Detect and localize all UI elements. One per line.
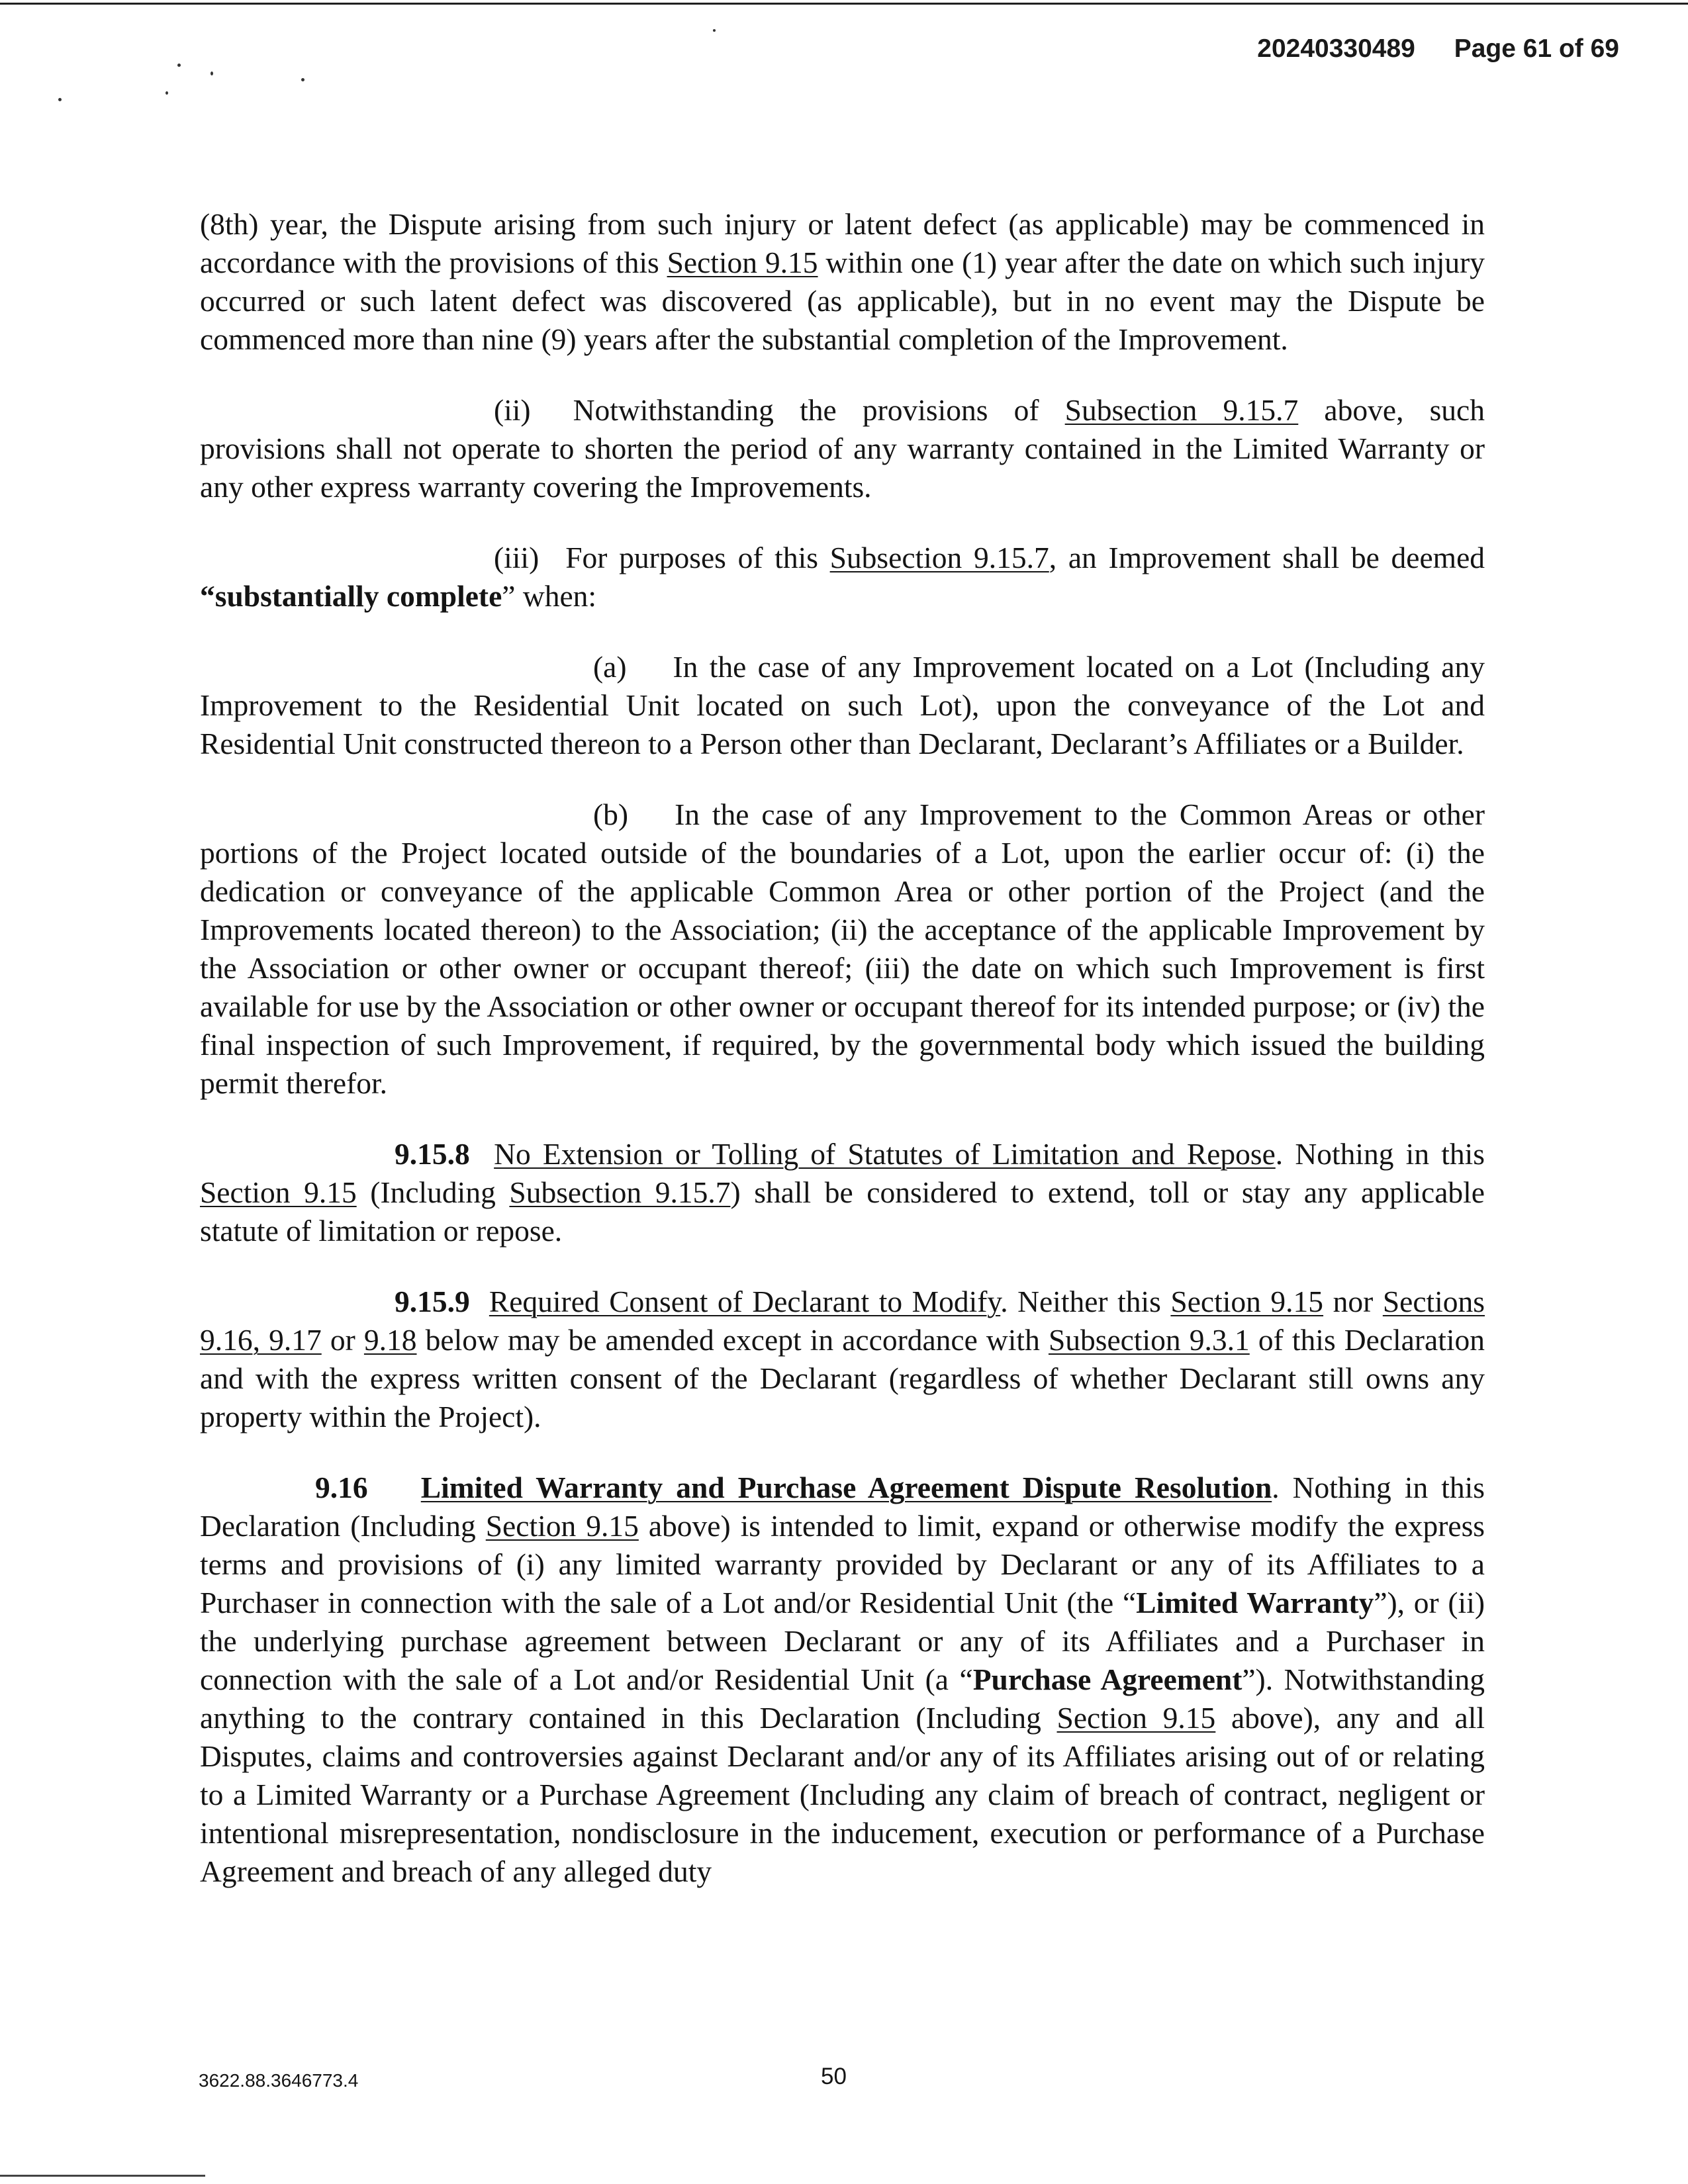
clause-b: (b) In the case of any Improvement to the Common Areas or other portions of the Project located outside of the boundaries of a Lot, upon the earlier occur of: (i) the dedication or conveyance of the applicable Common Area or other portion of the Project (and the Improvements located thereon) to the Association; (ii) the acceptance of the applicable Improvement by the Association or other owner or occupant thereof; (iii) the date on which such Improvement is first available for use by the Association or other owner or occupant thereof for its intended purpose; or (iv) the final inspection of such Improvement, if required, by the governmental body which issued the building permit therefor. bbox=[200, 797, 1485, 1100]
scan-speck bbox=[58, 98, 62, 101]
defined-term: Limited Warranty bbox=[1136, 1586, 1374, 1619]
subsection-9-15-9: 9.15.9 Required Consent of Declarant to Modify. Neither this Section 9.15 nor Sections 9.16, 9.17 or 9.18 below may be amended except in accordance with Subsection 9.3.1 of this Declaration and with the express written consent of the Declarant (regardless of whether Declarant still owns any property within the Project). bbox=[200, 1285, 1485, 1433]
section-ref: Sections 9.16, 9.17 bbox=[200, 1285, 1485, 1357]
scan-bottom-edge bbox=[0, 2175, 205, 2177]
section-ref: Subsection 9.15.7 bbox=[829, 541, 1049, 574]
defined-term: Purchase Agreement bbox=[972, 1662, 1243, 1696]
recording-number: 20240330489 bbox=[1257, 34, 1415, 63]
section-ref: Subsection 9.15.7 bbox=[509, 1175, 731, 1209]
scan-speck bbox=[165, 91, 168, 95]
section-number: 9.16 bbox=[315, 1471, 368, 1504]
section-9-16: 9.16 Limited Warranty and Purchase Agreement Dispute Resolution. Nothing in this Declaration (Including Section 9.15 above) is intended to limit, expand or otherwise modify the express terms and provisions of (i) any limited warranty provided by Declarant or any of its Affiliates to a Purchaser in connection with the sale of a Lot and/or Residential Unit (the “Limited Warranty”), or (ii) the underlying purchase agreement between Declarant or any of its Affiliates and a Purchaser in connection with the sale of a Lot and/or Residential Unit (a “Purchase Agreement”). Notwithstanding anything to the contrary contained in this Declaration (Including Section 9.15 above), any and all Disputes, claims and controversies against Declarant and/or any of its Affiliates arising out of or relating to a Limited Warranty or a Purchase Agreement (Including any claim of breach of contract, negligent or intentional misrepresentation, nondisclosure in the inducement, execution or performance of a Purchase Agreement and breach of any alleged duty bbox=[200, 1471, 1485, 1888]
scan-edge-line bbox=[0, 3, 1688, 5]
clause-label: (a) bbox=[593, 650, 627, 684]
paragraph-continuation: (8th) year, the Dispute arising from such injury or latent defect (as applicable) may be commenced in accordance with the provisions of this Section 9.15 within one (1) year after the date on which such injury occurred or such latent defect was discovered (as applicable), but in no event may the Dispute be commenced more than nine (9) years after the substantial completion of the Improvement. bbox=[200, 207, 1485, 356]
section-ref: Section 9.15 bbox=[1170, 1285, 1324, 1318]
clause-label: (b) bbox=[593, 797, 629, 831]
clause-label: (ii) bbox=[494, 393, 531, 427]
scan-speck bbox=[211, 71, 213, 75]
section-ref: Subsection 9.15.7 bbox=[1064, 393, 1299, 427]
clause-ii: (ii) Notwithstanding the provisions of Subsection 9.15.7 above, such provisions shall not operate to shorten the period of any warranty contained in the Limited Warranty or any other express warranty covering the Improvements. bbox=[200, 393, 1485, 504]
footer-document-id: 3622.88.3646773.4 bbox=[199, 2070, 359, 2091]
scan-speck bbox=[177, 64, 181, 67]
section-ref: Section 9.15 bbox=[1056, 1701, 1216, 1735]
section-ref: Section 9.15 bbox=[485, 1509, 639, 1543]
section-ref: Section 9.15 bbox=[200, 1175, 357, 1209]
footer-page-number: 50 bbox=[821, 2064, 847, 2089]
clause-label: (iii) bbox=[494, 541, 539, 574]
clause-iii: (iii) For purposes of this Subsection 9.15.7, an Improvement shall be deemed “substantially complete” when: bbox=[200, 541, 1485, 613]
subsection-9-15-8: 9.15.8 No Extension or Tolling of Statutes of Limitation and Repose. Nothing in this Section 9.15 (Including Subsection 9.15.7) shall be considered to extend, toll or stay any applicable statute of limitation or repose. bbox=[200, 1137, 1485, 1248]
scan-speck bbox=[301, 78, 305, 81]
defined-term: “substantially complete bbox=[200, 579, 502, 613]
section-ref: Subsection 9.3.1 bbox=[1048, 1323, 1250, 1357]
scan-speck bbox=[713, 29, 716, 32]
subsection-title: Required Consent of Declarant to Modify bbox=[489, 1285, 1001, 1318]
clause-a: (a) In the case of any Improvement located on a Lot (Including any Improvement to the Residential Unit located on such Lot), upon the conveyance of the Lot and Residential Unit constructed thereon to a Person other than Declarant, Declarant’s Affiliates or a Builder. bbox=[200, 650, 1485, 760]
subsection-number: 9.15.8 bbox=[395, 1137, 470, 1171]
subsection-title: No Extension or Tolling of Statutes of Limitation and Repose bbox=[494, 1137, 1276, 1171]
page-indicator: Page 61 of 69 bbox=[1454, 34, 1619, 63]
section-ref: Section 9.15 bbox=[667, 246, 818, 279]
subsection-number: 9.15.9 bbox=[395, 1285, 470, 1318]
document-body bbox=[200, 205, 1485, 1923]
page-header bbox=[1257, 34, 1619, 64]
section-ref: 9.18 bbox=[363, 1323, 417, 1357]
section-title: Limited Warranty and Purchase Agreement Dispute Resolution bbox=[420, 1471, 1272, 1504]
